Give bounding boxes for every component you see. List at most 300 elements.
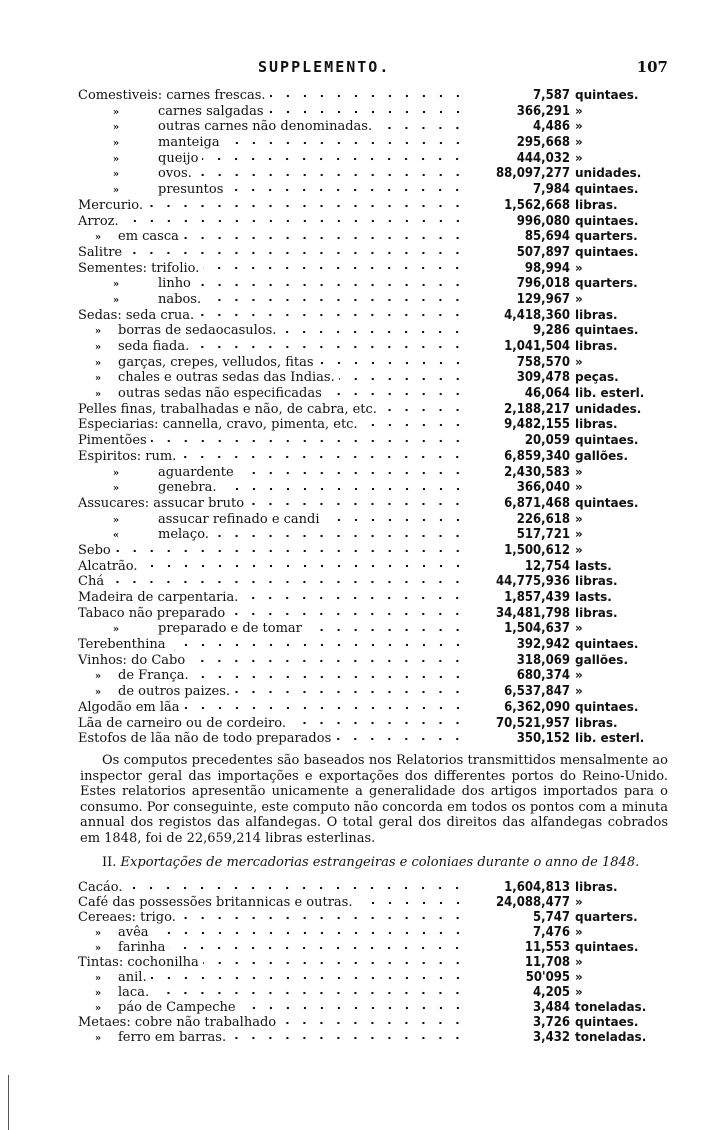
dot-leader <box>339 377 466 381</box>
ditto-mark: » <box>112 106 120 118</box>
row-label: outras sedas não especificadas <box>118 386 322 402</box>
table-row <box>78 323 670 339</box>
ditto-mark: » <box>112 514 120 526</box>
row-unit: libras. <box>575 715 618 730</box>
table-row <box>78 198 670 214</box>
table-row <box>78 496 670 512</box>
table-row <box>78 151 670 167</box>
row-label: Alcatrão. <box>78 558 138 574</box>
dot-leader <box>180 916 466 920</box>
row-unit: quintaes. <box>575 88 639 102</box>
row-label-group <box>78 970 147 986</box>
dot-leader <box>238 471 466 475</box>
row-unit: » <box>575 925 583 939</box>
table-row <box>78 1030 670 1045</box>
row-label-group <box>78 1015 276 1030</box>
row-label: Estofos de lãa não de todo preparados <box>78 731 332 747</box>
row-label: Madeira de carpentaria. <box>78 590 239 605</box>
table-row <box>78 910 670 925</box>
row-label-group <box>78 527 209 544</box>
row-value: 4,418,360 <box>504 307 570 323</box>
row-label-group <box>78 261 199 277</box>
row-label-group <box>78 308 194 324</box>
row-value: 1,500,612 <box>504 542 570 558</box>
row-label: carnes salgadas <box>158 103 264 119</box>
explanatory-paragraph: Os computos precedentes são baseados nos Relatorios transmittidos mensalmente ao inspector geral das importações e exportações dos differentes portos do Reino-Unido. Estes relatorios apresentão unicamente a generalidade dos artigos importados para o consumo. Por conseguinte, este computo não concorda em todos os pontos com a minuta annual dos registos das alfandegas. O total geral dos direitos das alfandegas cobrados em 1848, foi de 22,659,214 libras esterlinas. <box>80 753 668 846</box>
dot-leader <box>169 946 466 950</box>
row-value: 4,486 <box>533 119 570 135</box>
row-value: 50'095 <box>525 970 570 985</box>
row-unit: » <box>575 970 583 984</box>
row-unit: libras. <box>575 417 618 432</box>
row-label: presuntos <box>158 182 224 198</box>
ditto-mark: » <box>94 943 102 954</box>
ditto-mark: » <box>94 988 102 999</box>
table-row <box>78 925 670 940</box>
row-label-group <box>78 198 143 214</box>
row-label-group <box>78 559 138 575</box>
row-label: ferro em barras. <box>118 1030 227 1045</box>
dot-leader <box>183 236 466 240</box>
dot-leader <box>153 931 466 935</box>
dot-leader <box>306 628 466 632</box>
table-row <box>78 465 670 481</box>
table-row <box>78 880 670 895</box>
table-row <box>78 104 670 120</box>
row-label: Arroz. <box>78 213 119 229</box>
table-row <box>78 135 670 151</box>
row-value: 1,857,439 <box>504 590 570 605</box>
row-value: 6,537,847 <box>504 684 570 700</box>
table-row <box>78 716 670 732</box>
row-value: 70,521,957 <box>496 715 570 731</box>
ditto-mark: » <box>94 326 102 338</box>
ditto-mark: » <box>112 138 120 150</box>
row-label-group <box>78 292 201 309</box>
table-row <box>78 955 670 970</box>
row-value: 318,069 <box>516 652 570 668</box>
row-value: 7,984 <box>533 182 570 198</box>
table-row <box>78 527 670 543</box>
table-row <box>78 970 670 985</box>
row-value: 392,942 <box>516 637 570 653</box>
row-label: Metaes: cobre não trabalhado <box>78 1015 277 1030</box>
dot-leader <box>126 886 466 890</box>
row-label: anil. <box>118 970 147 985</box>
row-label: seda fiada. <box>118 339 190 354</box>
row-value: 24,088,477 <box>496 895 570 910</box>
row-unit: quintaes. <box>575 940 639 954</box>
row-value: 6,859,340 <box>504 448 570 464</box>
row-label-group <box>78 433 147 449</box>
dot-leader <box>189 659 466 663</box>
row-label-group <box>78 574 104 590</box>
table-row <box>78 229 670 245</box>
row-label: Café das possessões britannicas e outras. <box>78 895 353 910</box>
row-value: 11,708 <box>524 955 570 970</box>
row-label: farinha <box>118 940 166 955</box>
row-value: 796,018 <box>516 276 570 292</box>
row-label: outras carnes não denominadas. <box>158 119 373 135</box>
dot-leader <box>248 502 466 506</box>
row-value: 366,291 <box>516 103 570 119</box>
row-value: 758,570 <box>516 354 570 370</box>
row-value: 507,897 <box>516 244 570 260</box>
row-label: avêa <box>118 925 149 940</box>
row-value: 1,504,637 <box>504 621 570 637</box>
dot-leader <box>193 675 466 679</box>
table-row <box>78 480 670 496</box>
dot-leader <box>193 345 466 349</box>
table-row <box>78 402 670 418</box>
row-unit: » <box>575 119 583 134</box>
dot-leader <box>242 596 466 600</box>
table-row <box>78 590 670 606</box>
table-row <box>78 370 670 386</box>
row-unit: lib. esterl. <box>575 386 645 401</box>
row-label-group <box>78 355 314 372</box>
table-row <box>78 606 670 622</box>
dot-leader <box>151 976 466 980</box>
row-value: 2,430,583 <box>504 464 570 480</box>
dot-leader <box>227 188 466 192</box>
row-label-group <box>78 104 264 121</box>
row-value: 3,726 <box>533 1015 570 1030</box>
row-label-group <box>78 370 335 387</box>
row-label: Lãa de carneiro ou de cordeiro. <box>78 715 286 731</box>
row-unit: » <box>575 150 583 165</box>
ditto-mark: » <box>94 928 102 939</box>
section-heading <box>80 855 668 870</box>
row-label: Mercurio. <box>78 197 143 213</box>
row-unit: » <box>575 464 583 479</box>
dot-leader <box>362 423 466 427</box>
row-label-group <box>78 151 198 168</box>
row-label: aguardente <box>158 464 234 480</box>
row-label-group <box>78 323 276 340</box>
ditto-mark: » <box>112 483 120 495</box>
row-unit: quintaes. <box>575 637 639 652</box>
table-row <box>78 245 670 261</box>
row-value: 309,478 <box>516 370 570 386</box>
row-unit: gallões. <box>575 652 628 667</box>
row-label-group <box>78 182 223 199</box>
row-label: borras de sedaocasulos. <box>118 323 277 339</box>
row-label-group <box>78 895 353 910</box>
row-label: preparado e de tomar <box>158 621 302 637</box>
dot-leader <box>198 313 466 317</box>
row-unit: » <box>575 621 583 636</box>
dot-leader <box>221 487 467 491</box>
row-value: 295,668 <box>516 135 570 151</box>
row-unit: toneladas. <box>575 1030 647 1044</box>
row-label-group <box>78 449 176 465</box>
row-label-group <box>78 985 149 1001</box>
row-label: Tabaco não preparado <box>78 605 226 621</box>
row-value: 46,064 <box>524 386 570 402</box>
row-value: 85,694 <box>524 229 570 245</box>
row-label-group <box>78 653 185 669</box>
row-label-group <box>78 245 122 261</box>
row-value: 88,097,277 <box>496 166 570 182</box>
row-unit: quintaes. <box>575 182 639 197</box>
row-unit: libras. <box>575 574 618 589</box>
row-label: nabos. <box>158 291 202 307</box>
ditto-mark: » <box>94 671 102 683</box>
row-value: 366,040 <box>516 480 570 496</box>
row-value: 1,562,668 <box>504 197 570 213</box>
row-label-group <box>78 955 199 970</box>
dot-leader <box>290 721 466 725</box>
dot-leader <box>357 901 467 905</box>
dot-leader <box>205 298 466 302</box>
table-row <box>78 166 670 182</box>
row-unit: toneladas. <box>575 1000 647 1014</box>
row-label: Especiarias: cannella, cravo, pimenta, etc. <box>78 417 358 433</box>
row-unit: peças. <box>575 370 619 385</box>
row-unit: quintaes. <box>575 699 639 714</box>
row-label: chales e outras sedas das Indias. <box>118 370 335 386</box>
table-row <box>78 512 670 528</box>
row-label: Comestiveis: carnes frescas. <box>78 88 266 103</box>
row-label-group <box>78 386 322 403</box>
table-row <box>78 88 670 104</box>
row-label: assucar refinado e candi <box>158 511 320 527</box>
ditto-mark: » <box>112 279 120 291</box>
row-label: Cereaes: trigo. <box>78 910 176 925</box>
row-value: 12,754 <box>524 558 570 574</box>
table-row <box>78 700 670 716</box>
row-value: 129,967 <box>516 291 570 307</box>
row-value: 3,432 <box>533 1030 570 1045</box>
row-label-group <box>78 700 180 716</box>
dot-leader <box>147 204 466 208</box>
row-unit: libras. <box>575 339 618 353</box>
row-label-group <box>78 88 266 104</box>
table-row <box>78 433 670 449</box>
running-title: SUPPLEMENTO. <box>258 58 391 76</box>
row-label-group <box>78 684 230 701</box>
ditto-mark: » <box>94 232 102 244</box>
dot-leader <box>229 612 466 616</box>
dot-leader <box>108 580 466 584</box>
row-value: 34,481,798 <box>496 605 570 621</box>
row-label-group <box>78 512 320 529</box>
row-unit: quintaes. <box>575 495 639 510</box>
row-label: em casca <box>118 229 179 245</box>
table-row <box>78 668 670 684</box>
row-label: genebra. <box>158 480 217 496</box>
dot-leader <box>376 126 466 130</box>
dot-leader <box>230 1036 466 1040</box>
row-unit: quintaes. <box>575 1015 639 1029</box>
row-value: 680,374 <box>516 668 570 684</box>
ditto-mark: « <box>112 530 120 542</box>
dot-leader <box>318 361 466 365</box>
row-label: páo de Campeche <box>118 1000 236 1015</box>
dot-leader <box>270 94 466 98</box>
row-value: 1,041,504 <box>504 339 570 354</box>
row-label: Vinhos: do Cabo <box>78 652 186 668</box>
row-label: Espiritos: rum. <box>78 448 177 464</box>
table-row <box>78 574 670 590</box>
row-label: de França. <box>118 668 189 684</box>
row-label-group <box>78 668 189 685</box>
row-unit: quintaes. <box>575 433 639 448</box>
ditto-mark: » <box>112 185 120 197</box>
row-label-group <box>78 731 331 747</box>
dot-leader <box>234 690 466 694</box>
row-label: Sebo <box>78 542 111 558</box>
dot-leader <box>326 392 466 396</box>
dot-leader <box>153 991 466 995</box>
row-label: linho <box>158 276 191 292</box>
dot-leader <box>335 737 466 741</box>
ditto-mark: » <box>112 467 120 479</box>
ditto-mark: » <box>94 342 102 353</box>
row-unit: quarters. <box>575 910 638 924</box>
table-row <box>78 653 670 669</box>
row-unit: » <box>575 895 583 909</box>
dot-leader <box>324 518 466 522</box>
row-unit: » <box>575 955 583 969</box>
dot-leader <box>213 534 466 538</box>
row-value: 226,618 <box>516 511 570 527</box>
row-value: 20,059 <box>524 433 570 449</box>
dot-leader <box>280 1021 466 1025</box>
table-row <box>78 637 670 653</box>
table-row <box>78 308 670 324</box>
row-unit: lib. esterl. <box>575 731 645 746</box>
row-label-group <box>78 621 302 638</box>
row-label: melaço. <box>158 527 209 543</box>
ditto-mark: » <box>112 169 120 181</box>
row-unit: » <box>575 542 583 557</box>
row-value: 2,188,217 <box>504 401 570 417</box>
dot-leader <box>184 706 466 710</box>
table-row <box>78 940 670 955</box>
section-number: II. <box>102 855 117 870</box>
row-unit: unidades. <box>575 401 642 416</box>
row-label-group <box>78 480 217 497</box>
row-label-group <box>78 716 286 732</box>
ditto-mark: » <box>94 973 102 984</box>
row-unit: gallões. <box>575 448 628 463</box>
table-row <box>78 1015 670 1030</box>
row-label: de outros paizes. <box>118 684 230 700</box>
dot-leader <box>280 330 466 334</box>
row-unit: » <box>575 668 583 683</box>
ditto-mark: » <box>94 687 102 699</box>
row-value: 11,553 <box>524 940 570 955</box>
row-value: 6,871,468 <box>504 495 570 511</box>
row-label-group <box>78 543 111 559</box>
ditto-mark: » <box>94 1033 102 1044</box>
row-unit: libras. <box>575 307 618 322</box>
row-label: Cacáo. <box>78 880 123 895</box>
table-row <box>78 559 670 575</box>
row-value: 444,032 <box>516 150 570 166</box>
row-unit: libras. <box>575 197 618 212</box>
ditto-mark: » <box>94 389 102 401</box>
ditto-mark: » <box>94 373 102 385</box>
dot-leader <box>126 251 466 255</box>
row-value: 7,476 <box>533 925 570 940</box>
table-row <box>78 1000 670 1015</box>
row-value: 7,587 <box>533 88 570 103</box>
row-label-group <box>78 417 358 433</box>
row-label-group <box>78 465 234 482</box>
dot-leader <box>115 549 466 553</box>
scan-margin-line <box>8 1075 9 1130</box>
dot-leader <box>203 961 466 965</box>
row-label-group <box>78 276 191 293</box>
ditto-mark: » <box>94 1003 102 1014</box>
ditto-mark: » <box>112 122 120 134</box>
row-value: 9,482,155 <box>504 417 570 433</box>
row-label: Sementes: trifolio. <box>78 260 200 276</box>
row-value: 6,362,090 <box>504 699 570 715</box>
row-label: manteiga <box>158 135 220 151</box>
dot-leader <box>180 455 466 459</box>
ditto-mark: » <box>112 153 120 165</box>
table-row <box>78 985 670 1000</box>
row-unit: libras. <box>575 605 618 620</box>
dot-leader <box>170 643 466 647</box>
row-unit: » <box>575 135 583 150</box>
ditto-mark: » <box>94 357 102 369</box>
table-row <box>78 276 670 292</box>
dot-leader <box>268 110 466 114</box>
section-title: Exportações de mercadorias estrangeiras e coloniaes durante o anno de 1848. <box>120 855 640 870</box>
table-row <box>78 621 670 637</box>
table-row <box>78 119 670 135</box>
row-unit: » <box>575 103 583 118</box>
dot-leader <box>381 408 466 412</box>
table-row <box>78 292 670 308</box>
row-label-group <box>78 590 238 606</box>
row-value: 3,484 <box>533 1000 570 1015</box>
table-row <box>78 355 670 371</box>
ditto-mark: » <box>112 624 120 636</box>
row-label: laca. <box>118 985 150 1000</box>
row-label: ovos. <box>158 166 192 182</box>
dot-leader <box>142 564 467 568</box>
row-value: 350,152 <box>516 731 570 747</box>
row-unit: » <box>575 354 583 369</box>
row-unit: lasts. <box>575 558 612 573</box>
row-unit: » <box>575 684 583 699</box>
table-row <box>78 261 670 277</box>
ditto-mark: » <box>112 294 120 306</box>
row-label-group <box>78 339 189 356</box>
dot-leader <box>123 219 466 223</box>
table-row <box>78 684 670 700</box>
dot-leader <box>151 439 466 443</box>
row-label-group <box>78 1000 236 1016</box>
row-value: 5,747 <box>533 910 570 925</box>
row-unit: libras. <box>575 880 618 894</box>
row-value: 517,721 <box>516 527 570 543</box>
row-label: Algodão em lãa <box>78 699 180 715</box>
table-row <box>78 386 670 402</box>
row-value: 44,775,936 <box>496 574 570 590</box>
row-label-group <box>78 637 166 653</box>
row-label-group <box>78 925 149 941</box>
row-unit: » <box>575 511 583 526</box>
row-label: queijo <box>158 150 199 166</box>
exports-table <box>78 880 670 1045</box>
